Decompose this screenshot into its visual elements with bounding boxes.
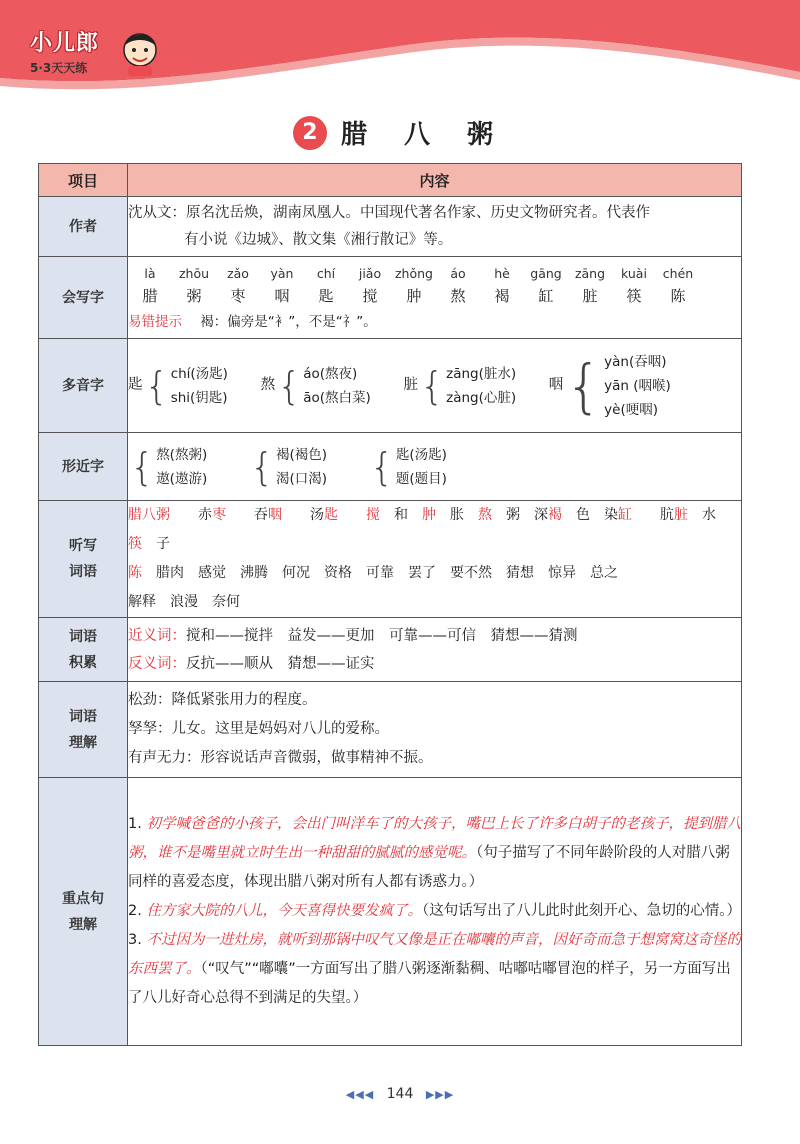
dict-word: 要不然 [450,565,492,581]
dict-word: 赤枣 [198,507,226,523]
poly-char: 脏 [403,377,418,393]
char: 搅 [362,286,378,305]
row-understand [39,682,742,778]
dict-word: 罢了 [408,565,436,581]
author-line-2: 有小说《边城》、散文集《湘行散记》等。 [184,231,453,248]
author-line-1: 沈从文：原名沈岳焕，湖南凤凰人。中国现代著名作家、历史文物研究者。代表作 [128,204,650,221]
label-similar: 形近字 [39,433,128,501]
dict-word: 搅 和 [366,507,408,523]
understand-item: 有声无力：形容说话声音微弱，做事精神不振。 [128,750,433,766]
row-similar [39,433,742,501]
pinyin: hè [494,265,510,281]
lesson-title [0,114,800,151]
dict-word: 解释 [128,594,156,610]
char: 咽 [274,286,290,305]
similar-item: 渴(口渴) [276,470,328,487]
pinyin: jiǎo [358,265,382,281]
dictation-line [128,559,741,588]
poly-reading: chí(汤匙) [170,365,228,382]
header-item: 项目 [39,164,128,197]
antonym-text: 反抗——顺从 猜想——证实 [186,655,375,672]
poly-char: 熬 [260,377,276,393]
similar-group [368,443,447,491]
brace-icon: { [565,351,603,420]
poly-group [128,362,228,410]
char: 枣 [230,286,246,305]
label-dictation: 听写 词语 [39,501,128,618]
poly-group [261,362,371,410]
tip-text: 褐：偏旁是“衤”，不是“礻”。 [200,313,377,330]
char: 肿 [406,286,422,305]
mascot-icon [118,28,162,78]
char: 脏 [582,286,598,305]
antonym-label: 反义词： [128,655,186,672]
dict-word: 筷 子 [128,536,170,552]
polyphone-content [128,339,742,433]
key-sentence-3: 3. 不过因为一进灶房，就听到那锅中叹气又像是正在嘟囔的声音，因好奇而急于想窝窝这奇怪的东西罢了。（“叹气”“嘟囔”一方面写出了腊八粥逐渐黏稠、咕嘟咕嘟冒泡的样子，另一方面写出了八儿好奇心总得不到满足的失望。） [128,932,741,1006]
dict-word: 熬 粥 [478,507,520,523]
dict-word: 奈何 [212,594,240,610]
dict-word: 陈 腊肉 [128,565,184,581]
dict-word: 猜想 [506,565,534,581]
poly-reading: zāng(脏水) [446,365,517,382]
row-write [39,257,742,339]
poly-reading: zàng(心脏) [446,389,517,406]
dictation-content [128,501,742,618]
dictation-line [128,501,741,559]
row-dictation [39,501,742,618]
write-content [128,257,742,339]
poly-reading: yàn(吞咽) [604,353,667,370]
poly-char: 匙 [128,377,143,393]
brace-icon: { [369,444,394,489]
label-polyphone: 多音字 [39,339,128,433]
dict-word: 染缸 [604,507,632,523]
similar-group [248,443,327,491]
dict-word: 汤匙 [310,507,338,523]
pinyin: zāng [574,265,606,281]
char: 褐 [494,286,510,305]
dict-word: 腊八粥 [128,507,170,523]
arrow-right-icon: ▶▶▶ [425,1088,455,1101]
char: 缸 [538,286,554,305]
similar-content [128,433,742,501]
poly-reading: yān (咽喉) [604,377,671,394]
poly-reading: yè(哽咽) [604,401,659,418]
char: 熬 [450,286,466,305]
similar-item: 匙(汤匙) [395,446,447,463]
dict-word: 肮脏 水 [660,507,716,523]
dict-word: 可靠 [366,565,394,581]
dict-word: 深褐 色 [534,507,590,523]
row-key-sentences [39,778,742,1046]
poly-char: 咽 [548,377,564,393]
key-content [128,778,742,1046]
key-sentence-1: 1. 初学喊爸爸的小孩子，会出门叫洋车了的大孩子，嘴巴上长了许多白胡子的老孩子，提到腊八粥，谁不是嘴里就立时生出一种甜甜的腻腻的感觉呢。（句子描写了不同年龄阶段的人对腊八粥同样的喜爱态度，体现出腊八粥对所有人都有诱惑力。） [128,816,741,890]
lesson-number: 2 [293,116,327,150]
synonym-line [128,622,741,650]
brand-name: 小儿郎 [30,31,100,56]
header-content: 内容 [128,164,742,197]
pinyin: là [144,265,156,281]
author-content [128,197,742,257]
tip-label: 易错提示 [128,313,182,330]
antonym-line [128,650,741,678]
char-row [128,285,741,307]
dict-word: 资格 [324,565,352,581]
understand-item: 孥孥：儿女。这里是妈妈对八儿的爱称。 [128,721,389,737]
understand-content [128,682,742,778]
pinyin: chén [662,265,694,281]
brand-series: 5·3天天练 [30,61,88,75]
poly-reading: shi(钥匙) [170,389,228,406]
char: 腊 [142,286,158,305]
label-author: 作者 [39,197,128,257]
pinyin: gāng [530,265,562,281]
pinyin: zǎo [227,265,249,281]
similar-item: 题(题目) [395,470,447,487]
pinyin: chí [316,265,336,281]
char: 粥 [186,286,202,305]
similar-item: 褐(褐色) [276,446,328,463]
page-footer [0,1086,800,1102]
char: 匙 [318,286,334,305]
table-header [39,164,742,197]
brace-icon: { [130,444,155,489]
poly-reading: áo(熬夜) [303,365,358,382]
pinyin-row [128,263,741,285]
tip-line [128,311,741,333]
pinyin: zhǒng [395,265,433,281]
synonym-text: 搅和——搅拌 益发——更加 可靠——可信 猜想——猜测 [186,627,578,644]
label-accumulate: 词语 积累 [39,618,128,682]
pinyin: yàn [270,265,294,281]
key-sentence-2: 2. 住方家大院的八儿，今天喜得快要发疯了。（这句话写出了八儿此时此刻开心、急切的心情。） [128,903,741,919]
row-accumulate [39,618,742,682]
brace-icon: { [419,363,445,408]
understand-item: 松劲：降低紧张用力的程度。 [128,692,317,708]
dict-word: 吞咽 [254,507,282,523]
pinyin: zhōu [178,265,210,281]
dict-word: 肿 胀 [422,507,464,523]
poly-reading: āo(熬白菜) [303,389,371,406]
char: 陈 [670,286,686,305]
label-understand: 词语 理解 [39,682,128,778]
brace-icon: { [277,363,302,408]
accumulate-content [128,618,742,682]
lesson-name: 腊 八 粥 [340,120,508,150]
similar-item: 遨(遨游) [156,470,208,487]
similar-group [128,443,207,491]
brace-icon: { [249,444,275,489]
brand-logo [30,26,99,76]
char: 筷 [626,286,642,305]
poly-group [549,350,671,422]
pinyin: kuài [621,265,647,281]
dict-word: 惊异 [548,565,576,581]
dict-word: 沸腾 [240,565,268,581]
brace-icon: { [144,363,169,408]
dict-word: 感觉 [198,565,226,581]
pinyin: áo [450,265,466,281]
dictation-line [128,588,741,617]
summary-table [38,163,742,1046]
similar-item: 熬(熬粥) [156,446,208,463]
row-author [39,197,742,257]
row-polyphone [39,339,742,433]
arrow-left-icon: ◀◀◀ [345,1088,375,1101]
dict-word: 浪漫 [170,594,198,610]
label-key-sentences: 重点句 理解 [39,778,128,1046]
label-write: 会写字 [39,257,128,339]
poly-group [403,362,516,410]
dict-word: 总之 [590,565,618,581]
dict-word: 何况 [282,565,310,581]
synonym-label: 近义词： [128,627,186,644]
page-number: 144 [386,1086,414,1102]
